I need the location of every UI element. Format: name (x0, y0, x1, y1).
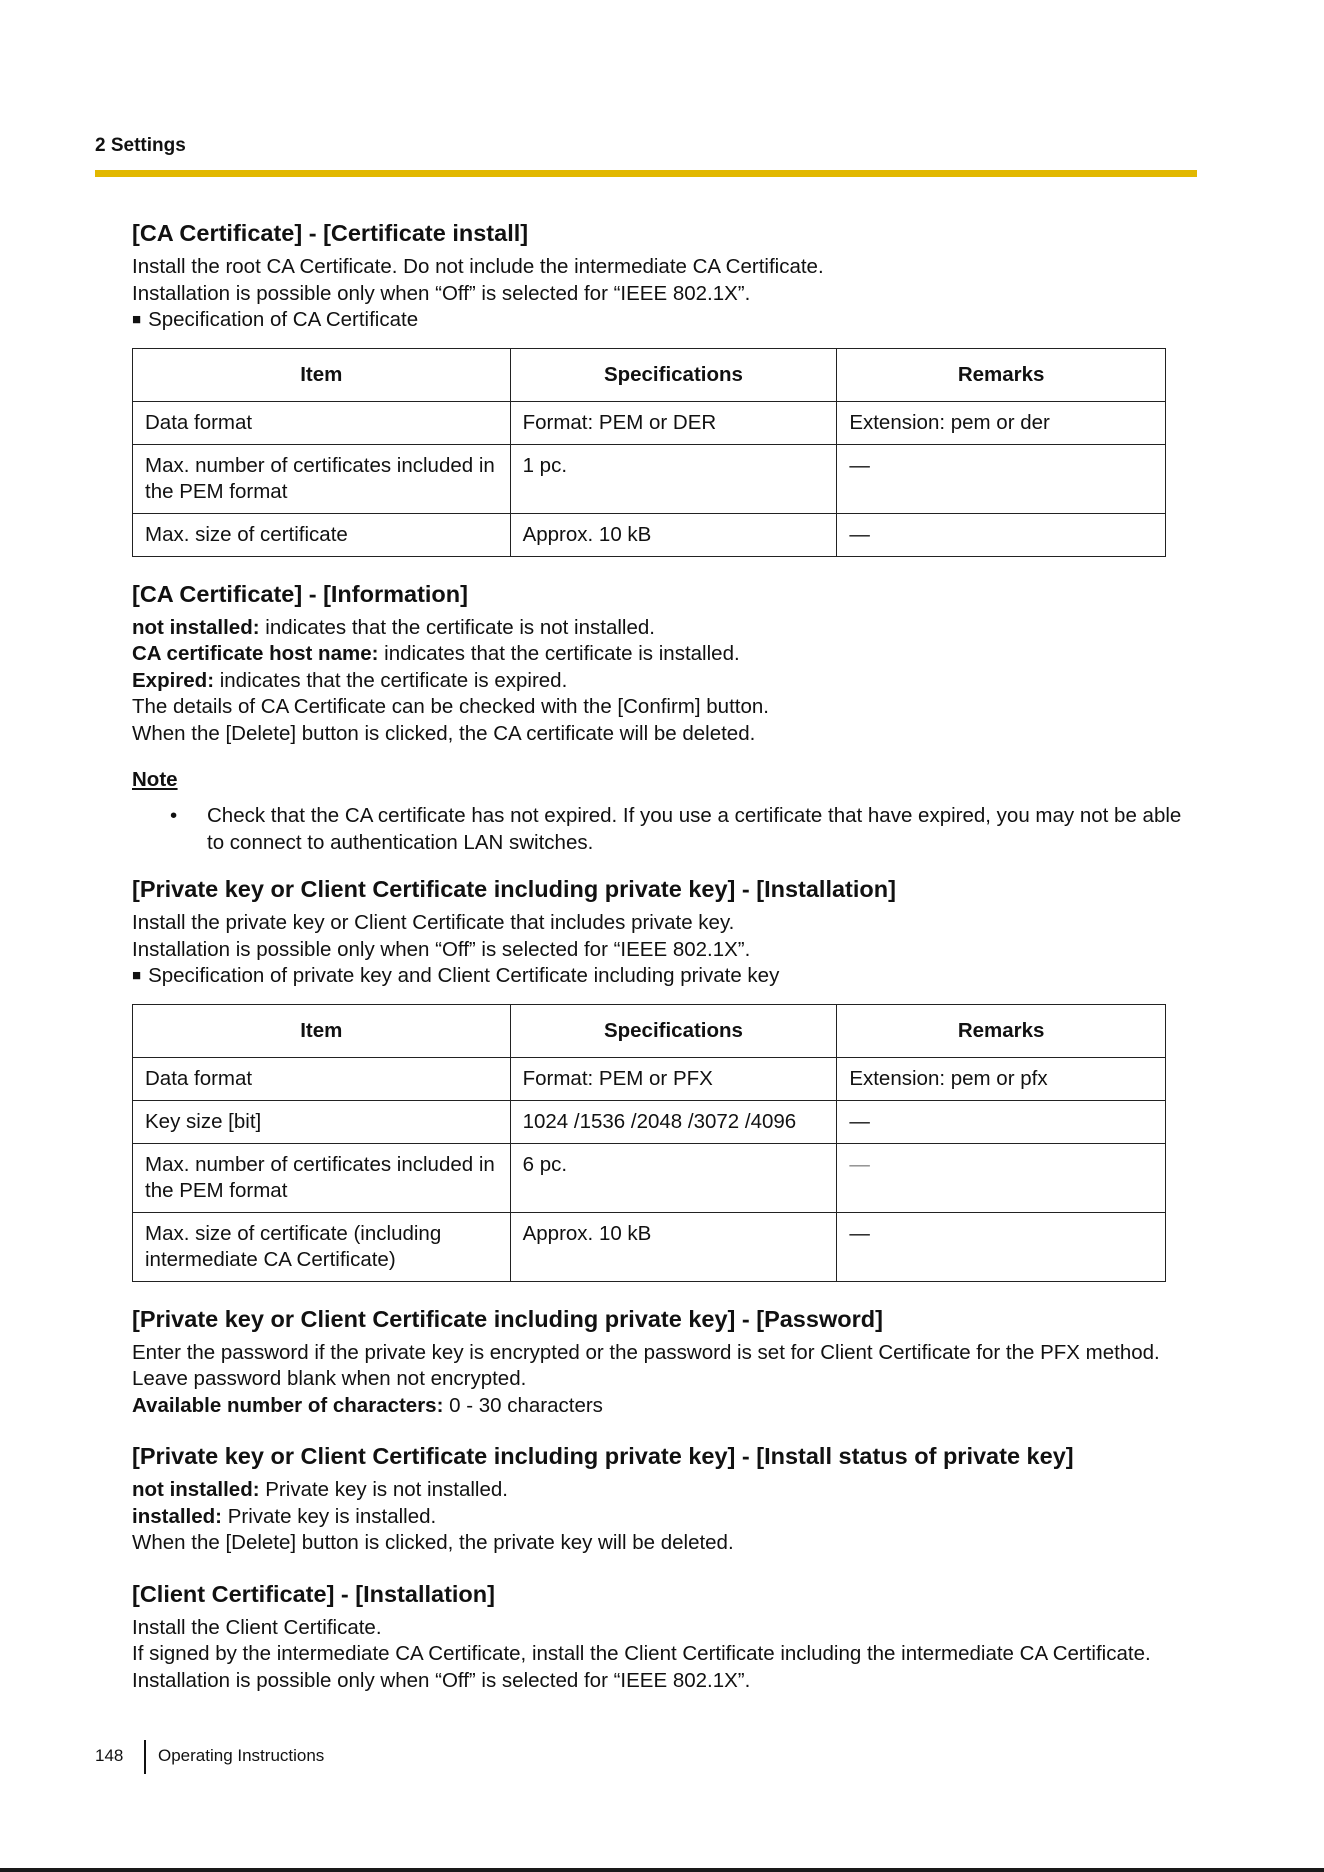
note-text: Check that the CA certificate has not expired. If you use a certificate that have expired, you may not be able to connect to authentication LAN switches. (207, 804, 1182, 854)
bottom-edge-strip (0, 1868, 1324, 1872)
table-cell: Approx. 10 kB (510, 1212, 837, 1281)
column-header-specifications: Specifications (510, 1004, 837, 1057)
table-row (133, 1057, 1166, 1100)
table-header-row (133, 348, 1166, 401)
table-cell: Data format (133, 1057, 511, 1100)
paragraph: Enter the password if the private key is encrypted or the password is set for Client Certificate for the PFX method. Leave password blank when not encrypted. (132, 1340, 1160, 1390)
table-cell: — (837, 1100, 1166, 1143)
term-line (132, 668, 1194, 695)
column-header-item: Item (133, 1004, 511, 1057)
term-description: indicates that the certificate is expired. (214, 668, 568, 692)
paragraph: If signed by the intermediate CA Certificate, install the Client Certificate including the intermediate CA Certificate. (132, 1642, 1151, 1665)
private-key-spec-table (132, 1004, 1166, 1282)
paragraph: When the [Delete] button is clicked, the CA certificate will be deleted. (132, 721, 756, 745)
term: Available number of characters: (132, 1393, 444, 1417)
term: not installed: (132, 615, 260, 639)
section-private-key-password (132, 1304, 1194, 1420)
paragraph: Install the Client Certificate. (132, 1615, 382, 1639)
table-cell: Data format (133, 401, 511, 444)
term: not installed: (132, 1478, 260, 1501)
term-line (132, 1504, 1194, 1531)
spec-heading-text: Specification of CA Certificate (148, 308, 419, 331)
table-cell: Extension: pem or pfx (837, 1057, 1166, 1100)
table-cell: — (837, 513, 1166, 556)
paragraph: Installation is possible only when “Off” is selected for “IEEE 802.1X”. (132, 1668, 751, 1692)
section-private-key-installation (132, 874, 1194, 1282)
page-content (132, 218, 1194, 1716)
term: CA certificate host name: (132, 642, 379, 665)
paragraph: Installation is possible only when “Off” is selected for “IEEE 802.1X”. (132, 937, 751, 961)
section-title: [CA Certificate] - [Information] (132, 580, 468, 607)
table-cell: Key size [bit] (133, 1100, 511, 1143)
table-cell: Extension: pem or der (837, 401, 1166, 444)
table-row (133, 444, 1166, 513)
table-cell: Max. size of certificate (133, 513, 511, 556)
table-cell: 6 pc. (510, 1143, 837, 1212)
section-ca-certificate-information (132, 579, 1194, 857)
paragraph: Install the root CA Certificate. Do not include the intermediate CA Certificate. (132, 255, 824, 278)
paragraph: Installation is possible only when “Off” is selected for “IEEE 802.1X”. (132, 281, 751, 305)
section-title: [Client Certificate] - [Installation] (132, 1580, 495, 1607)
table-cell: Max. number of certificates included in the PEM format (133, 444, 511, 513)
term: installed: (132, 1504, 222, 1528)
term-description: Private key is installed. (222, 1504, 437, 1528)
table-cell: Max. size of certificate (including intermediate CA Certificate) (133, 1212, 511, 1281)
section-title: [CA Certificate] - [Certificate install] (132, 220, 529, 246)
term-line (132, 1393, 1194, 1420)
footer-divider (144, 1740, 146, 1774)
paragraph: The details of CA Certificate can be checked with the [Confirm] button. (132, 695, 769, 718)
term: Expired: (132, 668, 215, 692)
table-cell: 1 pc. (510, 444, 837, 513)
table-row (133, 513, 1166, 556)
term-description: indicates that the certificate is installed. (378, 642, 740, 665)
ca-spec-table (132, 348, 1166, 557)
header-accent-rule (95, 170, 1197, 177)
section-client-certificate-installation (132, 1579, 1194, 1695)
term-line (132, 641, 1194, 668)
column-header-specifications: Specifications (510, 348, 837, 401)
spec-heading (132, 307, 1194, 336)
table-cell: Format: PEM or DER (510, 401, 837, 444)
note-title: Note (132, 768, 178, 791)
table-cell: — (837, 1143, 1166, 1212)
term-line (132, 615, 1194, 642)
section-title: [Private key or Client Certificate including private key] - [Installation] (132, 876, 896, 902)
table-row (133, 1143, 1166, 1212)
term-description: indicates that the certificate is not installed. (259, 615, 655, 639)
page-number: 148 (95, 1746, 124, 1765)
footer-doc-title: Operating Instructions (158, 1746, 325, 1765)
table-cell: Approx. 10 kB (510, 513, 837, 556)
table-header-row (133, 1004, 1166, 1057)
column-header-remarks: Remarks (837, 1004, 1166, 1057)
paragraph: Install the private key or Client Certificate that includes private key. (132, 911, 735, 934)
table-cell: 1024 /1536 /2048 /3072 /4096 (510, 1100, 837, 1143)
section-ca-certificate-install (132, 218, 1194, 557)
spec-heading-text: Specification of private key and Client Certificate including private key (148, 964, 780, 987)
section-title: [Private key or Client Certificate including private key] - [Password] (132, 1305, 883, 1332)
table-cell: — (837, 1212, 1166, 1281)
term-description: 0 - 30 characters (443, 1393, 603, 1417)
term-description: Private key is not installed. (259, 1478, 508, 1501)
bullet-icon: • (170, 804, 178, 827)
page-header-title: 2 Settings (95, 135, 186, 156)
table-row (133, 401, 1166, 444)
table-row (133, 1212, 1166, 1281)
table-cell: Format: PEM or PFX (510, 1057, 837, 1100)
column-header-item: Item (133, 348, 511, 401)
term-line (132, 1477, 1194, 1504)
note-item (132, 803, 1194, 856)
section-private-key-install-status (132, 1441, 1194, 1557)
paragraph: When the [Delete] button is clicked, the private key will be deleted. (132, 1531, 734, 1554)
table-cell: — (837, 444, 1166, 513)
table-row (133, 1100, 1166, 1143)
table-cell: Max. number of certificates included in the PEM format (133, 1143, 511, 1212)
spec-heading (132, 963, 1194, 992)
section-title: [Private key or Client Certificate including private key] - [Install status of private key] (132, 1443, 1074, 1469)
column-header-remarks: Remarks (837, 348, 1166, 401)
